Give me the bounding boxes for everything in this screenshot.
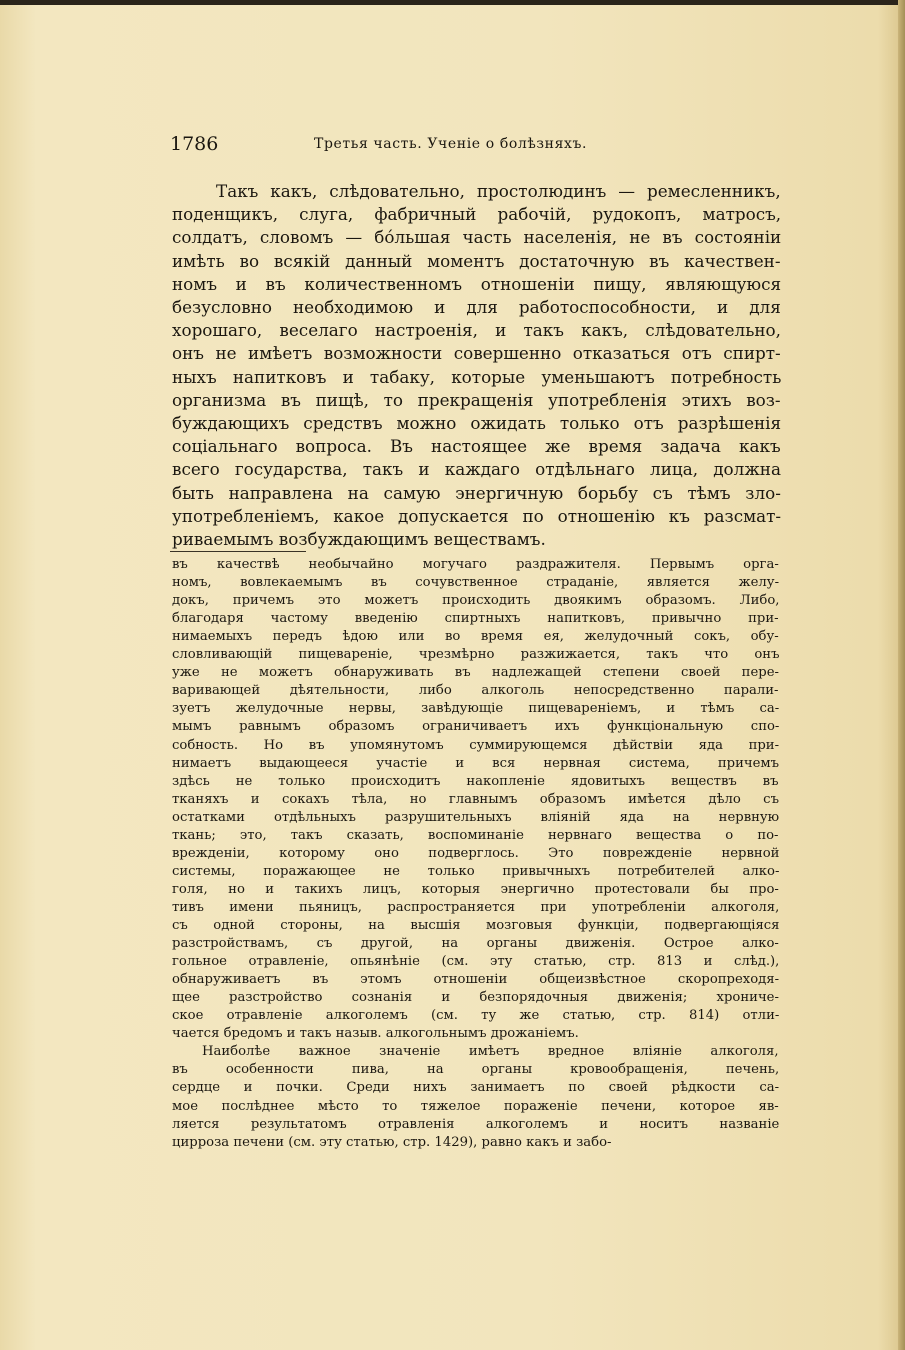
body-line: номъ и въ количественномъ отношеніи пищу, являющуюся bbox=[172, 273, 782, 294]
footnote-line: мымъ равнымъ образомъ ограничиваетъ ихъ функціональную спо- bbox=[172, 719, 780, 735]
footnote-line: благодаря частому введенію спиртныхъ напитковъ, привычно при- bbox=[172, 611, 779, 627]
footnote-line: чается бредомъ и такъ назыв. алкогольнымъ дрожаніемъ. bbox=[172, 1026, 579, 1042]
scan-top-border bbox=[0, 0, 905, 5]
footnote-line: номъ, вовлекаемымъ въ сочувственное страданіе, является желу- bbox=[172, 575, 780, 591]
footnote-line: цирроза печени (см. эту статью, стр. 1429), равно какъ и забо- bbox=[172, 1134, 612, 1150]
footnote-line: врежденіи, которому оно подверглось. Это поврежденіе нервной bbox=[172, 845, 780, 861]
footnote-line: нимаемыхъ передъ ѣдою или во время ея, желудочный сокъ, обу- bbox=[172, 629, 779, 645]
page-edge-shadow bbox=[898, 0, 905, 1350]
body-line: организма въ пищѣ, то прекращенія употребленія этихъ воз- bbox=[172, 389, 781, 410]
page-header bbox=[170, 133, 780, 159]
footnote-line: голя, но и такихъ лицъ, которыя энергично протестовали бы про- bbox=[172, 881, 779, 897]
footnote-line: уже не можетъ обнаруживать въ надлежащей степени своей пере- bbox=[172, 665, 779, 681]
footnote-line: гольное отравленіе, опьянѣніе (см. эту статью, стр. 813 и слѣд.), bbox=[172, 954, 780, 970]
body-line: быть направлена на самую энергичную борьбу съ тѣмъ зло- bbox=[172, 482, 781, 503]
footnote-line: тивъ имени пьяницъ, распространяется при употребленіи алкоголя, bbox=[172, 899, 780, 915]
body-line: имѣть во всякій данный моментъ достаточную въ качествен- bbox=[172, 250, 781, 271]
page-number: 1786 bbox=[170, 133, 219, 155]
body-line: ныхъ напитковъ и табаку, которые уменьшаютъ потребность bbox=[172, 366, 782, 387]
footnote-line: варивающей дѣятельности, либо алкоголь непосредственно парали- bbox=[172, 683, 779, 699]
footnote-line: тканяхъ и сокахъ тѣла, но главнымъ образомъ имѣется дѣло съ bbox=[172, 791, 779, 807]
body-line: поденщикъ, слуга, фабричный рабочій, рудокопъ, матросъ, bbox=[172, 204, 782, 225]
footnote-line: разстройствамъ, съ другой, на органы движенія. Острое алко- bbox=[172, 936, 779, 952]
running-title: Третья часть. Ученіе о болѣзняхъ. bbox=[314, 136, 588, 152]
footnote-line: съ одной стороны, на высшія мозговыя функціи, подвергающіяся bbox=[172, 918, 780, 933]
body-line: употребленіемъ, какое допускается по отношенію къ разсмат- bbox=[172, 505, 782, 526]
footnote-line: зуетъ желудочные нервы, завѣдующіе пищевареніемъ, и тѣмъ са- bbox=[172, 701, 780, 717]
footnote-line: ляется результатомъ отравленія алкоголемъ и носитъ названіе bbox=[172, 1116, 780, 1132]
footnote-line: въ качествѣ необычайно могучаго раздражителя. Первымъ орга- bbox=[172, 557, 779, 572]
footnote-line: ткань; это, такъ сказать, воспоминаніе нервнаго вещества о по- bbox=[172, 827, 779, 843]
footnote-line: словливающій пищевареніе, чрезмѣрно разжижается, такъ что онъ bbox=[172, 647, 780, 663]
body-line: Такъ какъ, слѣдовательно, простолюдинъ — ремесленникъ, bbox=[216, 181, 781, 201]
body-line: всего государства, такъ и каждаго отдѣльнаго лица, должна bbox=[172, 459, 781, 480]
body-line: буждающихъ средствъ можно ожидать только отъ разрѣшенія bbox=[172, 413, 782, 433]
footnote-line: нимаетъ выдающееся участіе и вся нервная система, причемъ bbox=[172, 755, 780, 771]
footnote-line: мое послѣднее мѣсто то тяжелое пораженіе печени, которое яв- bbox=[172, 1098, 779, 1114]
body-line: безусловно необходимою и для работоспособности, и для bbox=[172, 297, 781, 317]
footnote-line: системы, поражающее не только привычныхъ потребителей алко- bbox=[172, 863, 780, 879]
footnote-line: обнаруживаетъ въ этомъ отношеніи общеизвѣстное скоропреходя- bbox=[172, 972, 780, 988]
footnote-line: докъ, причемъ это можетъ происходить двоякимъ образомъ. Либо, bbox=[172, 593, 780, 609]
footnote-line: Наиболѣе важное значеніе имѣетъ вредное вліяніе алкоголя, bbox=[202, 1044, 779, 1060]
footnote-line: сердце и почки. Среди нихъ занимаетъ по своей рѣдкости са- bbox=[172, 1080, 780, 1096]
footnote-line: собность. Но въ упомянутомъ суммирующемся дѣйствіи яда при- bbox=[172, 737, 780, 753]
footnote-line: ское отравленіе алкоголемъ (см. ту же статью, стр. 814) отли- bbox=[172, 1008, 780, 1024]
body-line: онъ не имѣетъ возможности совершенно отказаться отъ спирт- bbox=[172, 343, 781, 364]
footnote-line: остатками отдѣльныхъ разрушительныхъ вліяній яда на нервную bbox=[172, 809, 780, 825]
footnote-line: щее разстройство сознанія и безпорядочныя движенія; хрониче- bbox=[172, 990, 779, 1006]
body-line: риваемымъ возбуждающимъ веществамъ. bbox=[172, 529, 546, 549]
body-line: соціальнаго вопроса. Въ настоящее же время задача какъ bbox=[172, 436, 781, 457]
body-line: солдатъ, словомъ — бо́льшая часть населенія, не въ состояніи bbox=[172, 227, 782, 248]
footnote-separator bbox=[170, 551, 306, 552]
footnote-line: въ особенности пива, на органы кровообращенія, печень, bbox=[172, 1062, 780, 1078]
footnote-line: здѣсь не только происходитъ накопленіе ядовитыхъ веществъ въ bbox=[172, 773, 779, 789]
body-line: хорошаго, веселаго настроенія, и такъ какъ, слѣдовательно, bbox=[172, 320, 781, 341]
